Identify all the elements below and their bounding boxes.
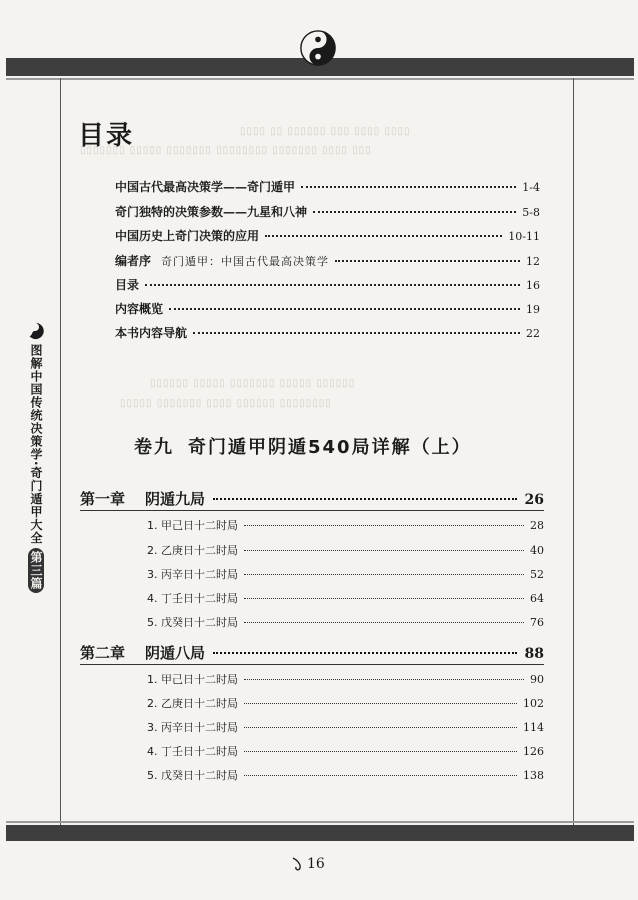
section-label: 5. 戊癸日十二时局 bbox=[147, 616, 238, 629]
chapter-title: 阴遁八局 bbox=[145, 644, 206, 662]
toc-entry-page: 1-4 bbox=[522, 181, 540, 194]
section-entry[interactable] bbox=[147, 614, 544, 632]
bleed-through-text: ▯▯▯▯▯ ▯▯▯▯▯▯▯ ▯▯▯▯ ▯▯▯▯▯▯ ▯▯▯▯▯▯▯▯ bbox=[120, 398, 332, 409]
dot-leader bbox=[169, 308, 520, 310]
yin-yang-icon bbox=[299, 29, 337, 67]
section-label: 3. 丙辛日十二时局 bbox=[147, 568, 238, 581]
section-page: 64 bbox=[530, 592, 544, 605]
toc-entry[interactable] bbox=[115, 300, 540, 318]
toc-entry-label: 本书内容导航 bbox=[115, 326, 188, 340]
dot-leader bbox=[244, 703, 517, 704]
dot-leader bbox=[193, 332, 520, 334]
section-page: 114 bbox=[523, 721, 544, 734]
toc-entry[interactable] bbox=[115, 324, 540, 342]
sidebar-part-badge: 第三篇 bbox=[28, 548, 44, 593]
chapter-divider bbox=[80, 510, 544, 511]
section-label: 3. 丙辛日十二时局 bbox=[147, 721, 238, 734]
dot-leader bbox=[244, 679, 524, 680]
dot-leader bbox=[244, 550, 524, 551]
section-label: 4. 丁壬日十二时局 bbox=[147, 592, 238, 605]
chapter-heading[interactable] bbox=[80, 642, 544, 666]
chapter-number: 第二章 bbox=[80, 644, 126, 662]
section-page: 76 bbox=[530, 616, 544, 629]
section-label: 2. 乙庚日十二时局 bbox=[147, 697, 238, 710]
section-entry[interactable] bbox=[147, 767, 544, 785]
toc-entry[interactable] bbox=[115, 276, 540, 294]
toc-entry-label: 奇门独特的决策参数——九星和八神 bbox=[115, 205, 308, 219]
section-entry[interactable] bbox=[147, 671, 544, 689]
toc-entry[interactable] bbox=[115, 203, 540, 221]
toc-entry-page: 19 bbox=[526, 303, 540, 316]
flourish-icon bbox=[292, 856, 306, 872]
toc-entry-label: 目录 bbox=[115, 278, 140, 292]
footer-page-number bbox=[292, 856, 325, 872]
dot-leader bbox=[213, 652, 516, 654]
toc-entry-label: 中国古代最高决策学——奇门遁甲 bbox=[115, 180, 296, 194]
toc-entry-label: 中国历史上奇门决策的应用 bbox=[115, 229, 260, 243]
toc-entry-page: 16 bbox=[526, 279, 540, 292]
dot-leader bbox=[244, 574, 524, 575]
section-page: 138 bbox=[523, 769, 544, 782]
section-label: 1. 甲己日十二时局 bbox=[147, 673, 238, 686]
section-label: 1. 甲己日十二时局 bbox=[147, 519, 238, 532]
toc-entry-page: 22 bbox=[526, 327, 540, 340]
section-entry[interactable] bbox=[147, 743, 544, 761]
section-label: 5. 戊癸日十二时局 bbox=[147, 769, 238, 782]
toc-entry-subtitle: 奇门遁甲：中国古代最高决策学 bbox=[161, 255, 330, 268]
dot-leader bbox=[244, 751, 517, 752]
section-entry[interactable] bbox=[147, 542, 544, 560]
section-label: 2. 乙庚日十二时局 bbox=[147, 544, 238, 557]
bleed-through-text: ▯▯▯▯▯▯ ▯▯▯▯▯ ▯▯▯▯▯▯▯ ▯▯▯▯▯ ▯▯▯▯▯▯ bbox=[150, 378, 356, 389]
section-page: 126 bbox=[523, 745, 544, 758]
toc-entry-label: 内容概览 bbox=[115, 302, 164, 316]
dot-leader bbox=[213, 498, 516, 500]
volume-heading bbox=[134, 433, 472, 459]
section-entry[interactable] bbox=[147, 695, 544, 713]
section-page: 90 bbox=[530, 673, 544, 686]
toc-entry-page: 5-8 bbox=[522, 206, 540, 219]
section-page: 52 bbox=[530, 568, 544, 581]
toc-entry-page: 12 bbox=[526, 255, 540, 268]
dot-leader bbox=[265, 235, 502, 237]
volume-title: 奇门遁甲阴遁540局详解（上） bbox=[188, 437, 472, 458]
dot-leader bbox=[244, 727, 517, 728]
yin-yang-mark-icon bbox=[26, 322, 44, 340]
footer-band bbox=[6, 825, 634, 841]
dot-leader bbox=[145, 284, 520, 286]
toc-entry[interactable] bbox=[115, 227, 540, 245]
dot-leader bbox=[335, 260, 520, 262]
dot-leader bbox=[244, 622, 524, 623]
section-entry[interactable] bbox=[147, 590, 544, 608]
toc-entry[interactable] bbox=[115, 252, 540, 270]
bleed-through-text: ▯▯▯▯▯▯▯ ▯▯▯▯▯ ▯▯▯▯▯▯▯ ▯▯▯▯▯▯▯▯ ▯▯▯▯▯▯▯ ▯▯▯▯ ▯▯▯ bbox=[80, 145, 372, 156]
volume-number: 卷九 bbox=[134, 437, 174, 458]
page-title: 目录 bbox=[78, 121, 135, 151]
page-number: 16 bbox=[307, 856, 325, 872]
dot-leader bbox=[244, 775, 517, 776]
chapter-number: 第一章 bbox=[80, 490, 126, 508]
section-label: 4. 丁壬日十二时局 bbox=[147, 745, 238, 758]
section-entry[interactable] bbox=[147, 719, 544, 737]
chapter-divider bbox=[80, 664, 544, 665]
dot-leader bbox=[313, 211, 516, 213]
section-entry[interactable] bbox=[147, 566, 544, 584]
dot-leader bbox=[301, 186, 516, 188]
dot-leader bbox=[244, 598, 524, 599]
toc-entry[interactable] bbox=[115, 178, 540, 196]
section-page: 40 bbox=[530, 544, 544, 557]
chapter-title: 阴遁九局 bbox=[145, 490, 206, 508]
section-page: 102 bbox=[523, 697, 544, 710]
bleed-through-text: ▯▯▯▯ ▯▯ ▯▯▯▯▯▯ ▯▯▯ ▯▯▯▯ ▯▯▯▯ bbox=[240, 126, 411, 137]
toc-entry-label: 编者序 bbox=[115, 254, 152, 268]
section-page: 28 bbox=[530, 519, 544, 532]
dot-leader bbox=[244, 525, 524, 526]
chapter-page: 88 bbox=[524, 646, 544, 662]
sidebar-vertical-title bbox=[28, 344, 44, 593]
chapter-page: 26 bbox=[524, 492, 544, 508]
section-entry[interactable] bbox=[147, 517, 544, 535]
toc-entry-page: 10-11 bbox=[508, 230, 540, 243]
sidebar-title-text: 图解中国传统决策学·奇门遁甲大全 bbox=[29, 344, 43, 545]
chapter-heading[interactable] bbox=[80, 488, 544, 512]
